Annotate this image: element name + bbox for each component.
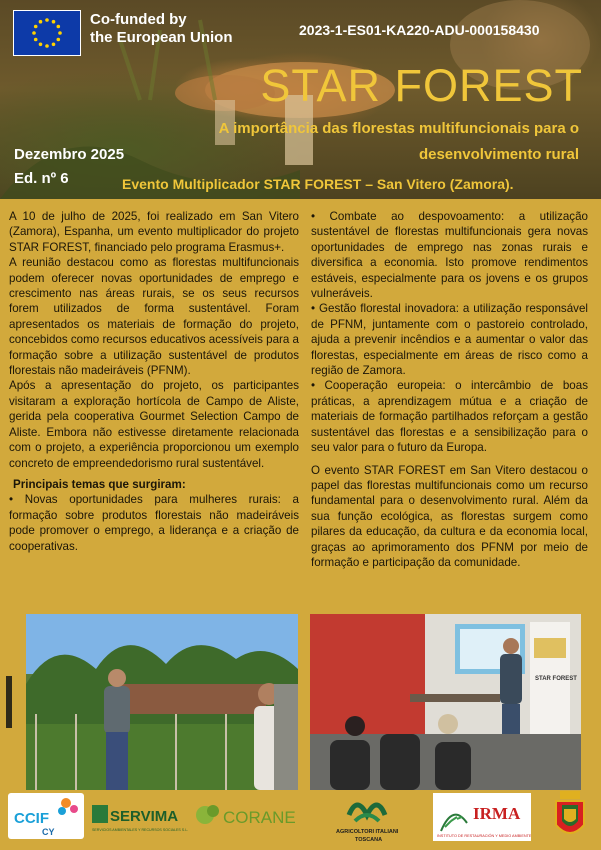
event-heading: Evento Multiplicador STAR FOREST – San Vitero (Zamora). [122, 176, 514, 192]
right-column [311, 209, 588, 570]
corane-text: CORANE [223, 808, 296, 827]
header-banner [0, 0, 601, 199]
paragraph-visit: Após a apresentação do projeto, os participantes visitaram a exploração hortícola de Campo de Aliste, gerida pela cooperativa Gourmet Selection Campo de Aliste. Embora não estivesse diretamente relacionada com o projeto, a experiência proporcionou um exemplo concreto de empreendedorismo rural sustentável. [9, 379, 299, 470]
servima-text: SERVIMA [110, 808, 179, 825]
topics-heading: Principais temas que surgiram: [13, 477, 186, 491]
bullet-depopulation: • Combate ao despovoamento: a utilização sustentável de florestas multifuncionais gera novas oportunidades de emprego nas zonas rurais e diversifica a economia. Isto promove rendimentos estáveis, especialmente para os jovens e os grupos vulneráveis. [311, 210, 588, 301]
bullet-european-cooperation: • Cooperação europeia: o intercâmbio de boas práticas, a aprendizagem mútua e a criação de materiais de formação partilhados reforçam a gestão sustentável das florestas e a sensibilização para o seu valor para o futuro da Europa. [311, 379, 588, 455]
paragraph-meeting: A reunião destacou como as florestas multifuncionais podem oferecer novas oportunidades de emprego e crescimento nas áreas rurais, se os seus recursos forem utilizados de forma sustentável. Foram apresentados os materiais de formação do projeto, concebidos como recursos educativos acessíveis para a formação sobre a utilização sustentável de produtos florestais não madeiráveis (PFNM). [9, 256, 299, 378]
cia-sub-text-1: AGRICOLTORI ITALIANI [336, 829, 399, 835]
project-code: 2023-1-ES01-KA220-ADU-000158430 [299, 22, 540, 38]
issue-edition: Ed. nº 6 [14, 170, 69, 187]
irma-logo [433, 793, 531, 841]
photo-presentation [310, 614, 581, 790]
bullet-forest-management: • Gestão florestal inovadora: a utilização responsável de PFNM, juntamente com o pastoreio controlado, ajuda a prevenir incêndios e a aumentar o valor das florestas, especialmente em áreas de risco como a região de Zamora. [311, 302, 588, 378]
ccif-text: CCIF [14, 810, 49, 827]
corane-logo [193, 797, 303, 837]
photo-garden-visit [26, 614, 298, 790]
municipal-crest-logo [552, 791, 588, 843]
side-marker [6, 676, 12, 728]
bullet-rural-women: • Novas oportunidades para mulheres rurais: a formação sobre produtos florestais não madeiráveis pode promover o emprego, a liderança e a criação de cooperativas. [9, 493, 299, 553]
ccif-logo [8, 793, 84, 839]
servima-logo [90, 797, 188, 837]
cofunded-label: Co-funded by the European Union [90, 11, 233, 46]
ccif-sub-text: CY [42, 827, 55, 837]
issue-date: Dezembro 2025 [14, 146, 125, 163]
irma-text: IRMA [473, 804, 521, 823]
paragraph-conclusion: O evento STAR FOREST em San Vitero destacou o papel das florestas multifuncionais como um recurso fundamental para o desenvolvimento rural. Além da sua função ecológica, as florestas surgem como pilares da educação, da cultura e da economia local, graças ao aprimoramento dos PFNM por meio de formação e participação da comunidade. [311, 463, 588, 569]
eu-flag-logo [13, 10, 81, 56]
partner-logos [0, 789, 601, 845]
servima-sub-text: SERVICIOS AMBIENTALES Y RECURSOS SOCIALES S.L. [92, 828, 188, 832]
cia-sub-text-2: TOSCANA [355, 837, 383, 843]
roll-up-banner-text: STAR FOREST [535, 676, 577, 682]
paragraph-intro: A 10 de julho de 2025, foi realizado em San Vitero (Zamora), Espanha, um evento multiplicador do projeto STAR FOREST, financiado pelo programa Erasmus+. [9, 210, 299, 254]
newsletter-title: STAR FOREST [260, 60, 583, 111]
irma-sub-text: INSTITUTO DE RESTAURACIÓN Y MEDIO AMBIENTE [437, 834, 531, 838]
cia-toscana-logo [335, 791, 399, 845]
newsletter-subtitle: A importância das florestas multifuncionais para o desenvolvimento rural [218, 120, 579, 163]
left-column [9, 209, 299, 554]
